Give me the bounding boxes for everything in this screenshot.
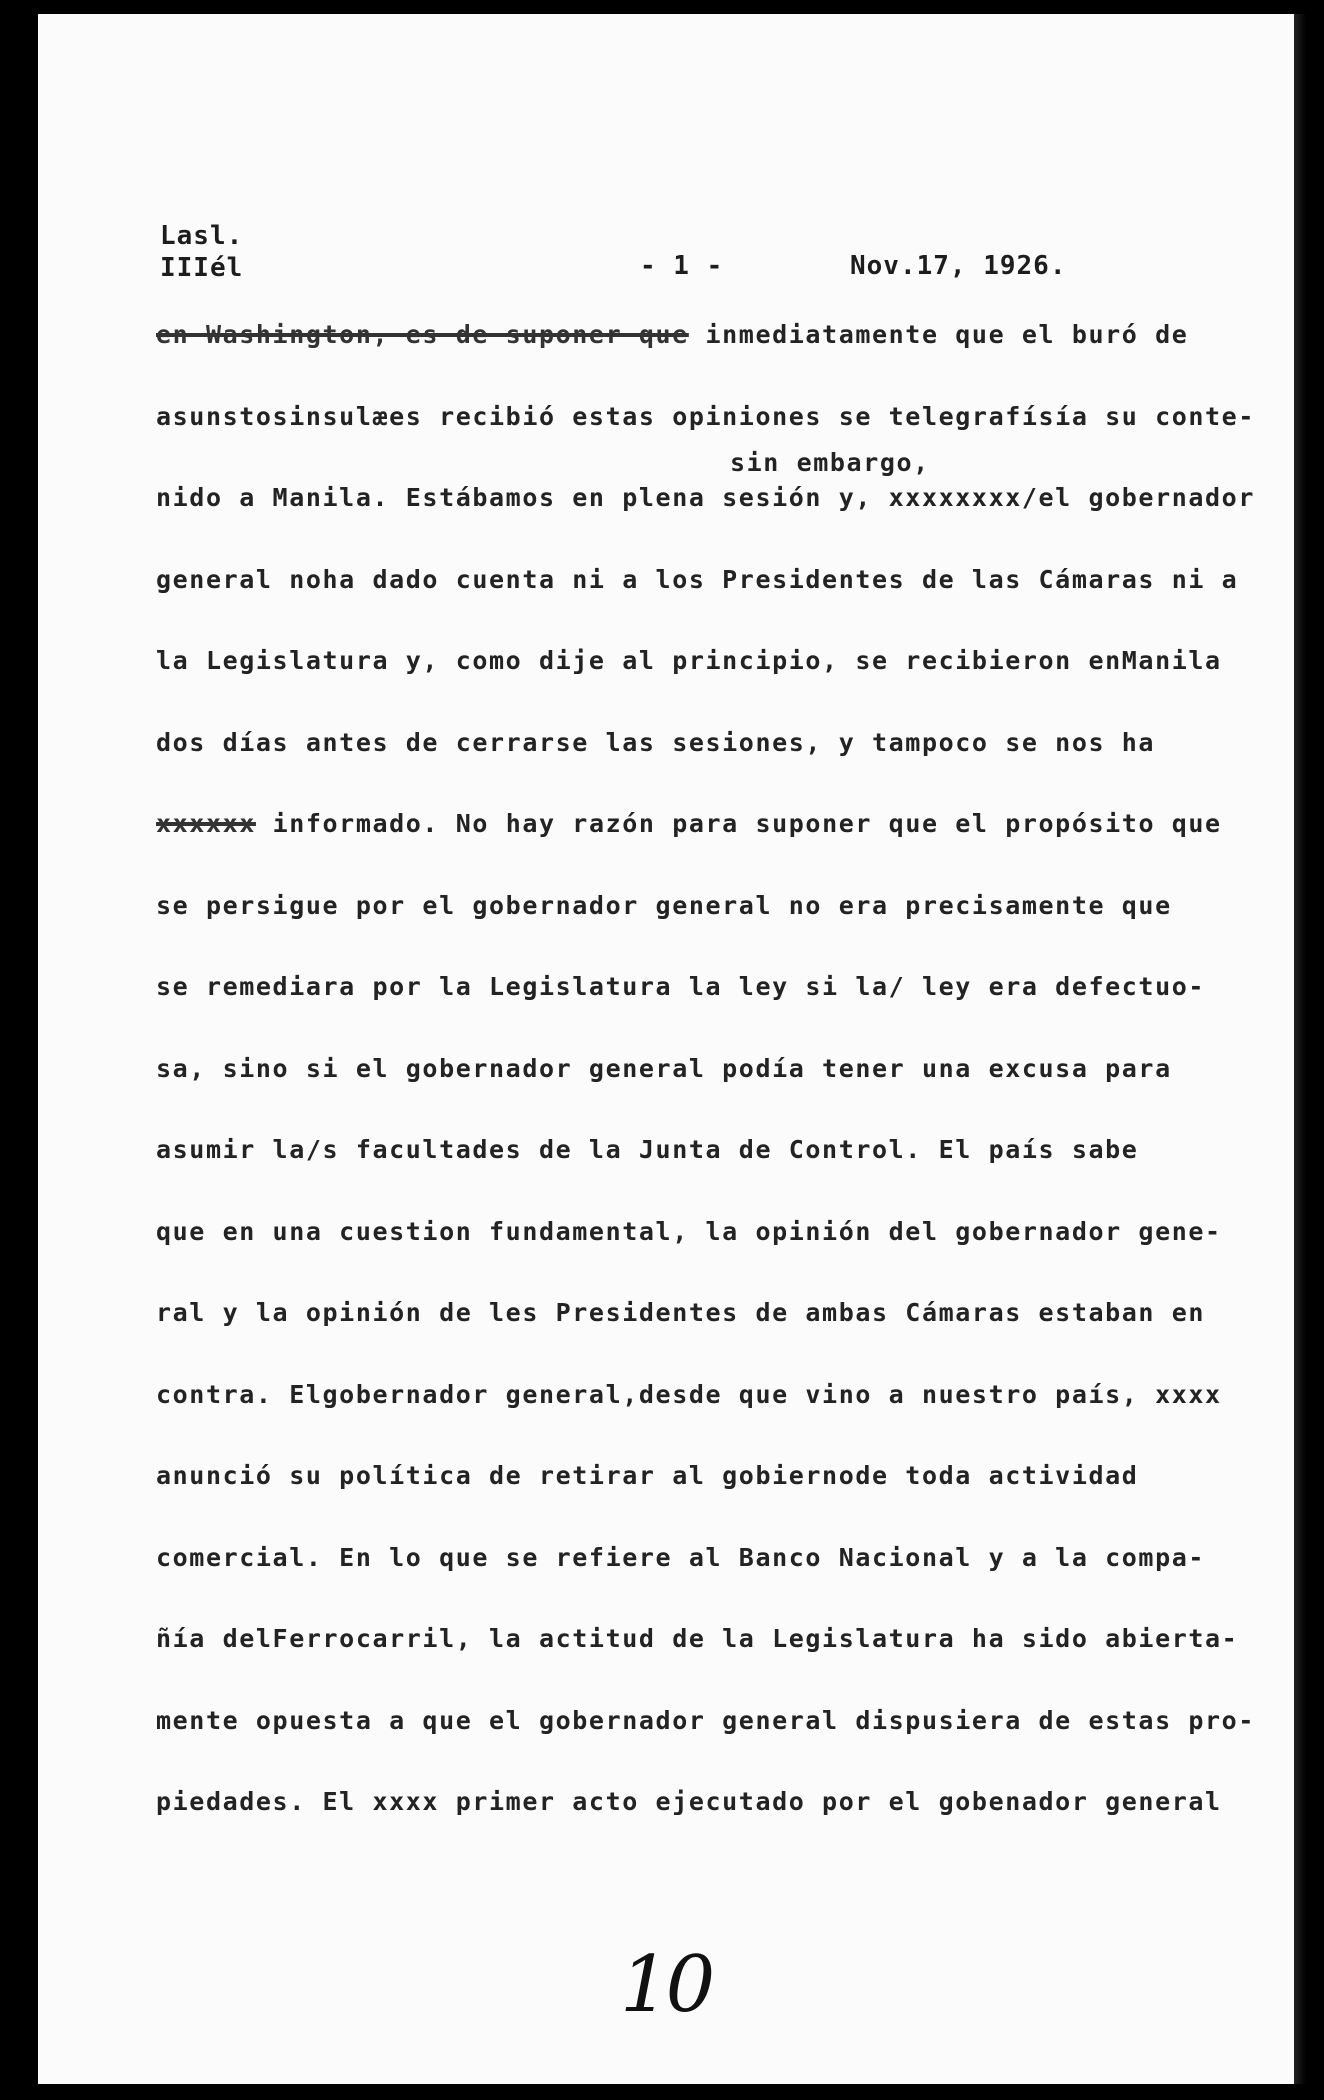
reference-line-2: IIIél [160, 253, 244, 283]
line-text: comercial. En lo que se refiere al Banco Nacional y a la compa- [156, 1542, 1206, 1572]
line-text: mente opuesta a que el gobernador general dispusiera de estas pro- [156, 1705, 1255, 1735]
text-line-content [156, 565, 1238, 594]
text-line-content [156, 728, 1155, 757]
line-text: nido a Manila. Estábamos en plena sesión y, xxxxxxxx/el gobernador [156, 483, 1255, 512]
line-text: piedades. El xxxx primer acto ejecutado por el gobenador general [156, 1787, 1222, 1816]
text-line [156, 1380, 1256, 1462]
text-line-content [156, 809, 1222, 838]
interlinear-insertion: sin embargo, [730, 448, 930, 477]
document-date: Nov.17, 1926. [850, 251, 1067, 281]
text-line-content [156, 1461, 1138, 1490]
text-line [156, 1217, 1256, 1299]
line-text: ñía delFerrocarril, la actitud de la Legislatura ha sido abierta- [156, 1624, 1239, 1653]
line-text: anunció su política de retirar al gobiernode toda actividad [156, 1461, 1139, 1490]
text-line-content [156, 320, 1188, 349]
line-text: se persigue por el gobernador general no era precisamente que [156, 890, 1172, 920]
reference-code [160, 220, 243, 284]
text-line [156, 1135, 1256, 1217]
text-line-content [156, 402, 1255, 431]
text-line [156, 1054, 1256, 1136]
struck-text: en Washington, es de suponer que [156, 320, 689, 349]
text-line [156, 1298, 1256, 1380]
text-line-content [156, 646, 1222, 675]
text-line [156, 809, 1256, 891]
text-line [156, 972, 1256, 1054]
page-marker: - 1 - [640, 251, 724, 281]
text-line-content [156, 972, 1205, 1001]
document-body [156, 320, 1256, 1869]
text-line [156, 1624, 1256, 1706]
line-text: se remediara por la Legislatura la ley si la/ ley era defectuo- [156, 972, 1206, 1001]
line-text: inmediatamente que el buró de [688, 320, 1189, 349]
text-line [156, 646, 1256, 728]
line-text: informado. No hay razón para suponer que el propósito que [255, 809, 1222, 838]
page-edge-shadow [1294, 14, 1306, 2084]
line-text: general noha dado cuenta ni a los Presidentes de las Cámaras ni a [156, 564, 1239, 594]
text-line-content [156, 1624, 1238, 1653]
text-line-content [156, 1298, 1205, 1327]
text-line [156, 1461, 1256, 1543]
line-text: que en una cuestion fundamental, la opinión del gobernador gene- [156, 1216, 1222, 1246]
text-line [156, 891, 1256, 973]
text-line [156, 402, 1256, 484]
line-text: ral y la opinión de les Presidentes de ambas Cámaras estaban en [156, 1298, 1206, 1327]
text-line [156, 565, 1256, 647]
struck-text: xxxxxx [156, 809, 256, 838]
line-text: asumir la/s facultades de la Junta de Control. El país sabe [156, 1135, 1139, 1164]
text-line-content [156, 1217, 1222, 1246]
text-line-content [156, 483, 1255, 512]
line-text: contra. Elgobernador general,desde que vino a nuestro país, xxxx [156, 1379, 1222, 1409]
text-line-content [156, 891, 1172, 920]
text-line-content [156, 1543, 1205, 1572]
line-text: dos días antes de cerrarse las sesiones, y tampoco se nos ha [156, 727, 1156, 757]
text-line [156, 483, 1256, 565]
text-line-content [156, 1380, 1222, 1409]
line-text: asunstosinsulæes recibió estas opiniones se telegrafísía su conte- [156, 401, 1255, 431]
text-line [156, 320, 1256, 402]
text-line-content [156, 1135, 1138, 1164]
text-line-content [156, 1706, 1255, 1735]
reference-line-1: Lasl. [160, 221, 244, 251]
text-line [156, 1543, 1256, 1625]
line-text: la Legislatura y, como dije al principio, se recibieron enManila [156, 646, 1222, 675]
line-text: sa, sino si el gobernador general podía tener una excusa para [156, 1053, 1172, 1083]
text-line [156, 1706, 1256, 1788]
text-line [156, 1787, 1256, 1869]
text-line-content [156, 1054, 1172, 1083]
text-line-content [156, 1787, 1222, 1816]
handwritten-page-number: 10 [620, 1940, 712, 2030]
text-line [156, 728, 1256, 810]
